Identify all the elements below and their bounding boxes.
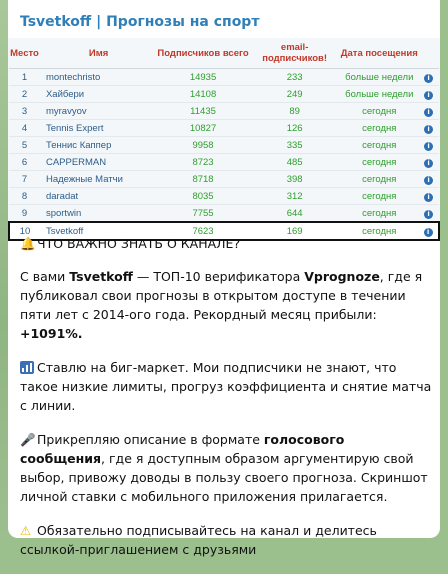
subscribers-cell: 7755 [157,205,249,223]
date-cell: сегодня [340,205,418,223]
info-icon: i [424,108,433,117]
subscribers-cell: 8718 [157,171,249,188]
subscribers-cell: 10827 [157,120,249,137]
message-bubble [8,0,440,557]
table-row [9,103,439,120]
p1-text-a: С вами [20,269,70,284]
name-cell: CAPPERMAN [40,154,157,171]
date-cell: больше недели [340,69,418,86]
rank-cell: 6 [9,154,40,171]
date-cell: сегодня [340,222,418,240]
header-date: Дата посещения [340,38,418,69]
post-paragraph-1 [20,267,432,343]
info-icon: i [424,193,433,202]
post-paragraph-4 [20,521,432,559]
post-heading [20,234,432,253]
header-email: email-подписчиков! [249,38,341,69]
info-cell [418,171,439,188]
email-cell: 126 [249,120,341,137]
email-cell: 249 [249,86,341,103]
subscribers-cell: 8035 [157,188,249,205]
rank-cell: 5 [9,137,40,154]
p3-voice-message: голосового сообщения [20,432,345,466]
warning-icon: ⚠ [20,523,32,538]
ranking-table-image[interactable] [8,38,440,237]
email-cell: 89 [249,103,341,120]
name-cell: Хайбери [40,86,157,103]
name-cell: montechristo [40,69,157,86]
rank-cell: 1 [9,69,40,86]
header-info [418,38,439,69]
table-row [9,69,439,86]
email-cell: 335 [249,137,341,154]
email-cell: 398 [249,171,341,188]
name-cell: myravyov [40,103,157,120]
subscribers-cell: 11435 [157,103,249,120]
date-cell: сегодня [340,137,418,154]
info-cell [418,188,439,205]
subscribers-cell: 14108 [157,86,249,103]
table-row [9,137,439,154]
info-icon: i [424,159,433,168]
p1-channel-name: Tsvetkoff [69,269,133,284]
rank-cell: 8 [9,188,40,205]
email-cell: 312 [249,188,341,205]
table-row [9,188,439,205]
info-icon: i [424,228,433,237]
info-icon: i [424,210,433,219]
info-cell [418,69,439,86]
rank-cell: 7 [9,171,40,188]
info-cell [418,103,439,120]
header-subscribers: Подписчиков всего [157,38,249,69]
date-cell: сегодня [340,103,418,120]
table-row [9,171,439,188]
p1-record-profit: +1091%. [20,326,83,341]
microphone-icon: 🎤 [20,432,36,447]
info-icon: i [424,142,433,151]
info-cell [418,86,439,103]
rank-cell: 3 [9,103,40,120]
table-body [9,69,439,241]
name-cell: Tennis Expert [40,120,157,137]
p1-text-e: , где я публиковал свои прогнозы в открытом доступе в течении пяти лет с 2014-ого года. Рекордный месяц прибыли: [20,269,423,322]
name-cell: Tsvetkoff [40,222,157,240]
info-icon: i [424,91,433,100]
name-cell: Теннис Каппер [40,137,157,154]
header-place: Место [9,38,40,69]
email-cell: 644 [249,205,341,223]
date-cell: сегодня [340,154,418,171]
date-cell: сегодня [340,188,418,205]
info-icon: i [424,176,433,185]
p1-text-c: — ТОП-10 верификатора [132,269,305,284]
email-cell: 233 [249,69,341,86]
name-cell: Надежные Матчи [40,171,157,188]
ranking-table [8,38,440,241]
name-cell: daradat [40,188,157,205]
post-paragraph-2 [20,358,432,415]
chart-icon [20,361,34,374]
date-cell: больше недели [340,86,418,103]
info-cell [418,154,439,171]
info-icon: i [424,74,433,83]
subscribers-cell: 8723 [157,154,249,171]
table-row [9,154,439,171]
table-row [9,120,439,137]
subscribers-cell: 9958 [157,137,249,154]
email-cell: 485 [249,154,341,171]
name-cell: sportwin [40,205,157,223]
rank-cell: 2 [9,86,40,103]
date-cell: сегодня [340,171,418,188]
info-cell [418,120,439,137]
post-text [20,234,432,574]
post-heading-text: ЧТО ВАЖНО ЗНАТЬ О КАНАЛЕ? [37,236,241,251]
email-cell: 169 [249,222,341,240]
rank-cell: 4 [9,120,40,137]
table-header-row [9,38,439,69]
info-cell [418,137,439,154]
bell-icon: 🔔 [20,236,36,251]
p1-verifier-name: Vprognoze [304,269,380,284]
subscribers-cell: 14935 [157,69,249,86]
p2-text: Ставлю на биг-маркет. Мои подписчики не знают, что такое низкие лимиты, прогруз коэффициента и снятие матча с линии. [20,360,432,413]
subscribers-cell: 7623 [157,222,249,240]
table-row [9,205,439,223]
date-cell: сегодня [340,120,418,137]
p3-text-a: Прикрепляю описание в формате [37,432,264,447]
p4-text: Обязательно подписывайтесь на канал и делитесь ссылкой-приглашением с друзьями [20,523,377,557]
rank-cell: 10 [9,222,40,240]
rank-cell: 9 [9,205,40,223]
info-cell [418,205,439,223]
header-name: Имя [40,38,157,69]
table-row [9,86,439,103]
p3-text-c: , где я доступным образом аргументирую свой выбор, привожу доводы в пользу своего прогноза. Скриншот личной ставки с мобильного приложения прилагается. [20,451,428,504]
info-icon: i [424,125,433,134]
channel-title[interactable]: Tsvetkoff | Прогнозы на спорт [20,14,260,30]
post-paragraph-3 [20,430,432,506]
